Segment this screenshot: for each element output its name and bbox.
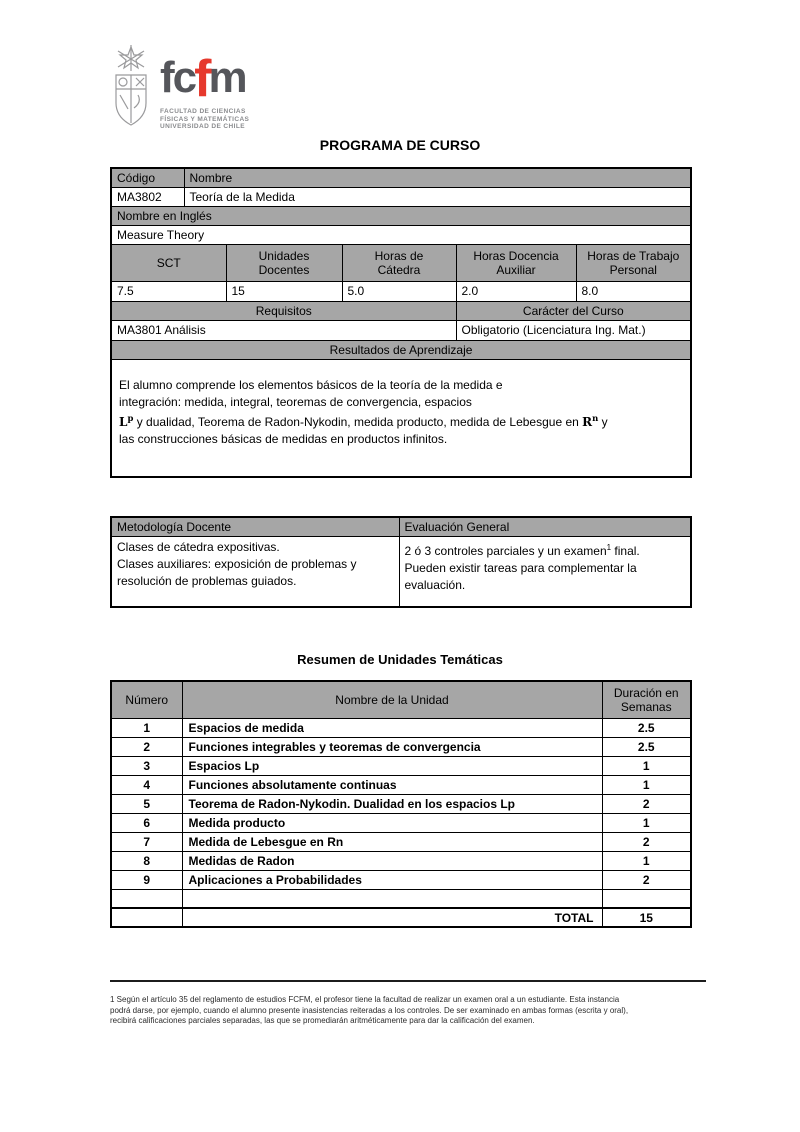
requisitos-value: MA3801 Análisis	[111, 320, 456, 340]
unidades-docentes-header: Unidades Docentes	[226, 244, 342, 281]
unit-row: 3 Espacios Lp 1	[111, 756, 691, 775]
evaluacion-text	[399, 536, 691, 607]
evaluacion-header: Evaluación General	[399, 517, 691, 536]
resultados-line3: $L^p$ y dualidad, Teorema de Radon-Nykodin, medida producto, medida de Lebesgue en $R^n$ y	[119, 413, 608, 429]
requisitos-header: Requisitos	[111, 301, 456, 320]
metodologia-header: Metodología Docente	[111, 517, 399, 536]
unit-row: 5 Teorema de Radon-Nykodin. Dualidad en los espacios Lp 2	[111, 794, 691, 813]
resultados-line1: El alumno comprende los elementos básicos de la teoría de la medida e	[119, 377, 503, 392]
horas-catedra-header: Horas de Cátedra	[342, 244, 456, 281]
caracter-value: Obligatorio (Licenciatura Ing. Mat.)	[456, 320, 691, 340]
resultados-line4: las construcciones básicas de medidas en productos infinitos.	[119, 431, 448, 446]
total-label: TOTAL	[182, 908, 602, 927]
resultados-text	[111, 359, 691, 477]
resultados-header: Resultados de Aprendizaje	[111, 340, 691, 359]
university-crest-icon	[110, 45, 152, 129]
footnote-line1: 1 Según el artículo 35 del reglamento de estudios FCFM, el profesor tiene la facultad de realizar un examen oral a un estudiante. Esta instancia	[110, 995, 620, 1004]
unit-row: 1 Espacios de medida 2.5	[111, 718, 691, 737]
unit-row: 8 Medidas de Radon 1	[111, 851, 691, 870]
unidades-docentes-value: 15	[226, 281, 342, 301]
footnote-marker: 1	[606, 542, 612, 552]
nombre-header: Nombre	[184, 168, 691, 187]
col-header-numero: Número	[111, 681, 182, 718]
fcfm-red-f: f	[194, 50, 210, 108]
unit-row: 2 Funciones integrables y teoremas de convergencia 2.5	[111, 737, 691, 756]
footnote-line3: recibirá calificaciones parciales separadas, las que se promediarán aritméticamente para dar la calificación del examen.	[110, 1016, 535, 1025]
horas-trabajo-value: 8.0	[576, 281, 691, 301]
faculty-name: FACULTAD DE CIENCIAS FÍSICAS Y MATEMÁTICAS UNIVERSIDAD DE CHILE	[160, 108, 250, 130]
codigo-value: MA3802	[111, 187, 184, 206]
horas-trabajo-header: Horas de Trabajo Personal	[576, 244, 691, 281]
footnote-separator	[110, 980, 706, 982]
col-header-nombre: Nombre de la Unidad	[182, 681, 602, 718]
english-name-header: Nombre en Inglés	[111, 206, 691, 225]
units-table	[110, 680, 692, 928]
metodologia-text	[111, 536, 399, 607]
col-header-duracion: Duración en Semanas	[602, 681, 691, 718]
metodologia-line1: Clases de cátedra expositivas.	[117, 539, 280, 554]
unit-row: 9 Aplicaciones a Probabilidades 2	[111, 870, 691, 889]
resultados-line2: integración: medida, integral, teoremas de convergencia, espacios	[119, 394, 472, 409]
metodologia-line2: Clases auxiliares: exposición de problemas y resolución de problemas guiados.	[117, 556, 357, 588]
footnote-text	[110, 995, 710, 1027]
total-value: 15	[602, 908, 691, 927]
unit-row: 7 Medida de Lebesgue en Rn 2	[111, 832, 691, 851]
methodology-table	[110, 516, 692, 608]
fcfm-wordmark: fcfm	[160, 50, 246, 108]
horas-catedra-value: 5.0	[342, 281, 456, 301]
unit-row: 6 Medida producto 1	[111, 813, 691, 832]
horas-docencia-header: Horas Docencia Auxiliar	[456, 244, 576, 281]
nombre-value: Teoría de la Medida	[184, 187, 691, 206]
total-row	[111, 908, 691, 927]
evaluacion-line1: 2 ó 3 controles parciales y un examen$^1$ final.	[404, 542, 640, 558]
english-name-value: Measure Theory	[111, 225, 691, 244]
empty-row	[111, 889, 691, 908]
codigo-header: Código	[111, 168, 184, 187]
sct-header: SCT	[111, 244, 226, 281]
sct-value: 7.5	[111, 281, 226, 301]
units-section-title: Resumen de Unidades Temáticas	[297, 652, 503, 667]
footnote-line2: podrá darse, por ejemplo, cuando el alumno presente inasistencias reiteradas a los controles. De ser examinado en ambas formas (escrita y oral),	[110, 1005, 629, 1015]
horas-docencia-value: 2.0	[456, 281, 576, 301]
page-title: PROGRAMA DE CURSO	[319, 137, 481, 153]
caracter-header: Carácter del Curso	[456, 301, 691, 320]
fcfm-logo	[110, 45, 690, 133]
course-info-table	[110, 167, 692, 478]
evaluacion-line2: Pueden existir tareas para complementar la evaluación.	[404, 560, 637, 592]
unit-row: 4 Funciones absolutamente continuas 1	[111, 775, 691, 794]
